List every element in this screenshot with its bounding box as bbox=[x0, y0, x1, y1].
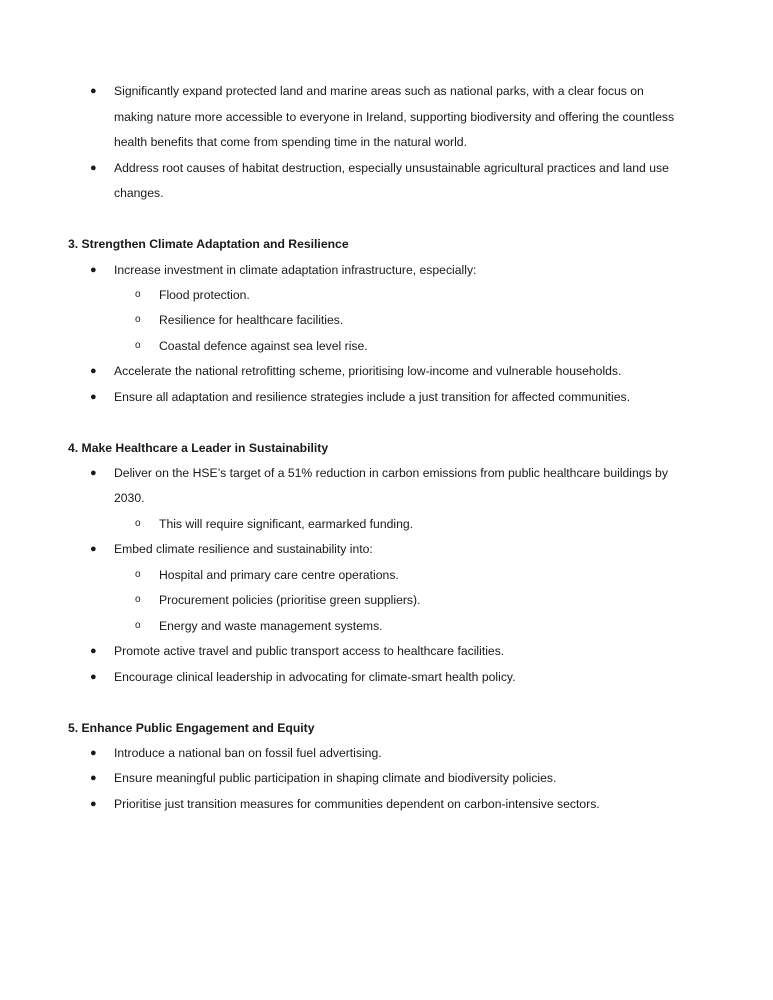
bullet-text-line: health benefits that come from spending time in the natural world. bbox=[114, 135, 467, 149]
sub-bullet-icon: o bbox=[135, 289, 141, 300]
bullet-text-line: Embed climate resilience and sustainability into: bbox=[114, 542, 373, 556]
bullet-text-line: Prioritise just transition measures for communities dependent on carbon-intensive sectors. bbox=[114, 797, 600, 811]
sub-bullet-icon: o bbox=[135, 594, 141, 605]
bullet-icon: ● bbox=[90, 85, 97, 97]
bullet-text-line: Accelerate the national retrofitting scheme, prioritising low-income and vulnerable households. bbox=[114, 364, 622, 378]
bullet-icon: ● bbox=[90, 798, 97, 810]
bullet-icon: ● bbox=[90, 747, 97, 759]
bullet-text-line: making nature more accessible to everyone in Ireland, supporting biodiversity and offering the countless bbox=[114, 110, 675, 124]
sub-bullet-icon: o bbox=[135, 314, 141, 325]
sub-bullet-text: Coastal defence against sea level rise. bbox=[159, 339, 368, 353]
bullet-icon: ● bbox=[90, 264, 97, 276]
sub-bullet-text: Hospital and primary care centre operations. bbox=[159, 568, 399, 582]
bullet-icon: ● bbox=[90, 365, 97, 377]
sub-bullet-icon: o bbox=[135, 620, 141, 631]
bullet-icon: ● bbox=[90, 162, 97, 174]
bullet-text-line: Encourage clinical leadership in advocating for climate-smart health policy. bbox=[114, 670, 516, 684]
bullet-text-line: Increase investment in climate adaptation infrastructure, especially: bbox=[114, 263, 477, 277]
bullet-icon: ● bbox=[90, 671, 97, 683]
bullet-icon: ● bbox=[90, 391, 97, 403]
bullet-icon: ● bbox=[90, 543, 97, 555]
sub-bullet-text: Resilience for healthcare facilities. bbox=[159, 313, 344, 327]
sub-bullet-icon: o bbox=[135, 340, 141, 351]
bullet-text-line: Ensure all adaptation and resilience strategies include a just transition for affected communities. bbox=[114, 390, 630, 404]
section-heading: 5. Enhance Public Engagement and Equity bbox=[68, 721, 315, 735]
bullet-text-line: Significantly expand protected land and marine areas such as national parks, with a clear focus on bbox=[114, 84, 644, 98]
sub-bullet-icon: o bbox=[135, 518, 141, 529]
sub-bullet-text: This will require significant, earmarked funding. bbox=[159, 517, 414, 531]
bullet-icon: ● bbox=[90, 772, 97, 784]
sub-bullet-text: Procurement policies (prioritise green suppliers). bbox=[159, 593, 421, 607]
bullet-text-line: Introduce a national ban on fossil fuel advertising. bbox=[114, 746, 382, 760]
bullet-text-line: Address root causes of habitat destruction, especially unsustainable agricultural practices and land use bbox=[114, 161, 669, 175]
bullet-text-line: changes. bbox=[114, 186, 164, 200]
bullet-text-line: Deliver on the HSE’s target of a 51% reduction in carbon emissions from public healthcare buildings by bbox=[114, 466, 668, 480]
sub-bullet-text: Flood protection. bbox=[159, 288, 250, 302]
section-heading: 3. Strengthen Climate Adaptation and Resilience bbox=[68, 237, 349, 251]
section-heading: 4. Make Healthcare a Leader in Sustainability bbox=[68, 441, 329, 455]
bullet-icon: ● bbox=[90, 467, 97, 479]
bullet-text-line: 2030. bbox=[114, 491, 145, 505]
sub-bullet-text: Energy and waste management systems. bbox=[159, 619, 383, 633]
bullet-text-line: Ensure meaningful public participation in shaping climate and biodiversity policies. bbox=[114, 771, 557, 785]
bullet-icon: ● bbox=[90, 645, 97, 657]
sub-bullet-icon: o bbox=[135, 569, 141, 580]
bullet-text-line: Promote active travel and public transport access to healthcare facilities. bbox=[114, 644, 505, 658]
